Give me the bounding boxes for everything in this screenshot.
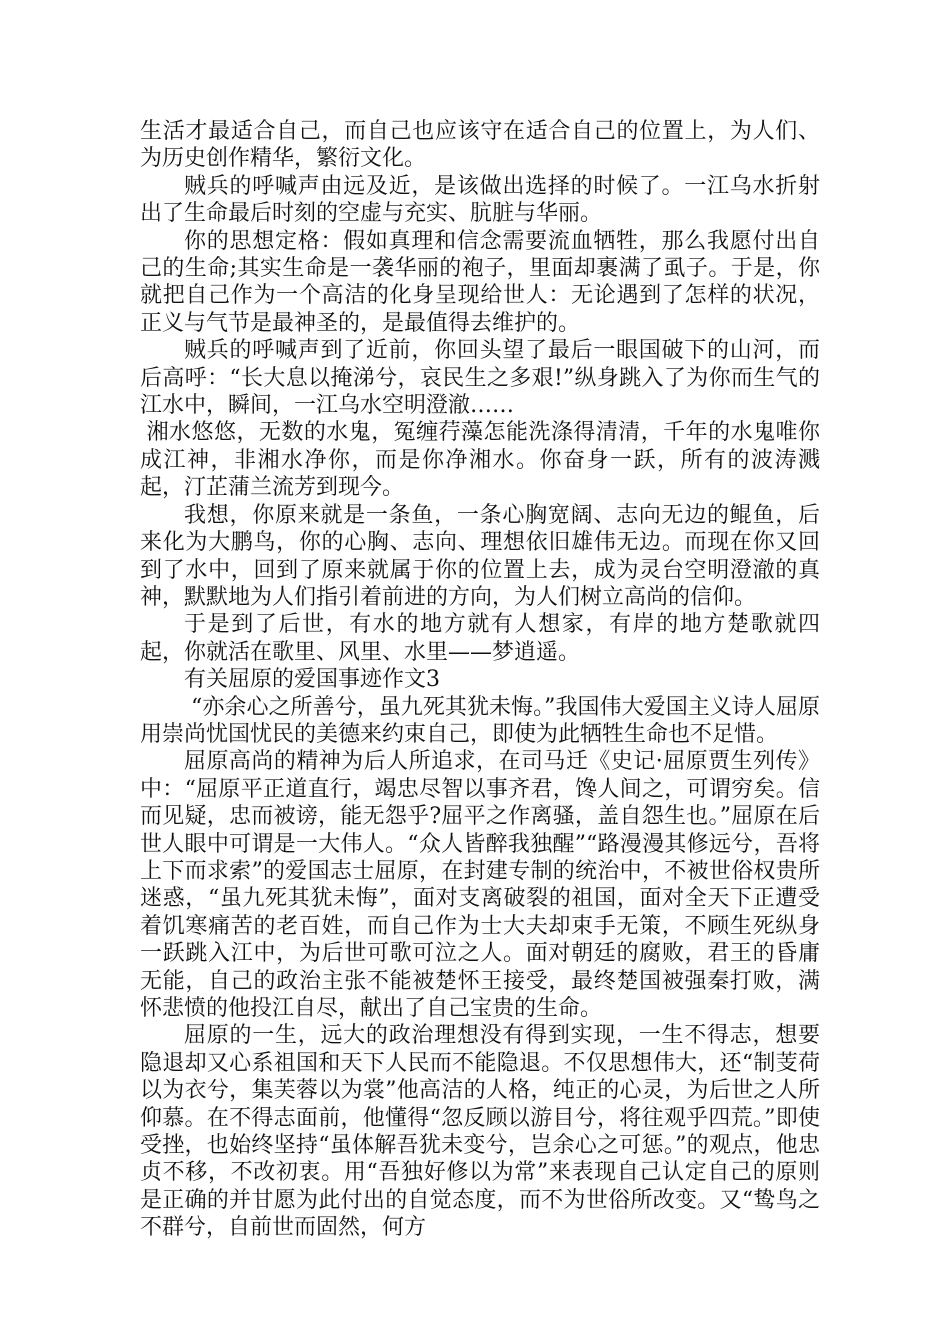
paragraph-4: 贼兵的呼喊声到了近前，你回头望了最后一眼国破下的山河，而后高呼：“长大息以掩涕兮，哀民生之多艰!”纵身跳入了为你而生气的江水中，瞬间，一江乌水空明澄澈……	[140, 338, 820, 419]
document-page	[140, 118, 820, 1242]
paragraph-3: 你的思想定格：假如真理和信念需要流血牺牲，那么我愿付出自己的生命;其实生命是一袭华丽的袍子，里面却裹满了虱子。于是，你就把自己作为一个高洁的化身呈现给世人：无论遇到了怎样的状况，正义与气节是最神圣的，是最值得去维护的。	[140, 228, 820, 336]
paragraph-8: “亦余心之所善兮，虽九死其犹未悔。”我国伟大爱国主义诗人屈原用崇尚忧国忧民的美德来约束自己，即使为此牺牲生命也不足惜。	[140, 694, 820, 747]
paragraph-5: 湘水悠悠，无数的水鬼，冤缠荇藻怎能洗涤得清清，千年的水鬼唯你成江神，非湘水净你，而是你净湘水。你奋身一跃，所有的波涛溅起，汀芷蒲兰流芳到现今。	[140, 420, 820, 501]
paragraph-2: 贼兵的呼喊声由远及近，是该做出选择的时候了。一江乌水折射出了生命最后时刻的空虚与充实、肮脏与华丽。	[140, 173, 820, 227]
paragraph-7: 于是到了后世，有水的地方就有人想家，有岸的地方楚歌就四起，你就活在歌里、风里、水里——梦逍遥。	[140, 612, 820, 665]
paragraph-1: 生活才最适合自己，而自己也应该守在适合自己的位置上，为人们、为历史创作精华，繁衍文化。	[140, 119, 820, 172]
section-heading: 有关屈原的爱国事迹作文3	[184, 667, 440, 693]
paragraph-9: 屈原高尚的精神为后人所追求，在司马迁《史记·屈原贾生列传》中：“屈原平正道直行，竭忠尽智以事齐君，馋人间之，可谓穷矣。信而见疑，忠而被谤，能无怨乎?屈平之作离骚，盖自怨生也。”屈原在后世人眼中可谓是一大伟人。“众人皆醉我独醒”“路漫漫其修远兮，吾将上下而求索”的爱国志士屈原，在封建专制的统治中，不被世俗权贵所迷惑，“虽九死其犹未悔”，面对支离破裂的祖国，面对全天下正遭受着饥寒痛苦的老百姓，而自己作为士大夫却束手无策，不顾生死纵身一跃跳入江中，为后世可歌可泣之人。面对朝廷的腐败，君王的昏庸无能，自己的政治主张不能被楚怀王接受，最终楚国被强秦打败，满怀悲愤的他投江自尽，献出了自己宝贵的生命。	[140, 749, 820, 1021]
paragraph-6: 我想，你原来就是一条鱼，一条心胸宽阔、志向无边的鲲鱼，后来化为大鹏鸟，你的心胸、志向、理想依旧雄伟无边。而现在你又回到了水中，回到了原来就属于你的位置上去，成为灵台空明澄澈的真神，默默地为人们指引着前进的方向，为人们树立高尚的信仰。	[140, 502, 820, 610]
paragraph-10: 屈原的一生，远大的政治理想没有得到实现，一生不得志，想要隐退却又心系祖国和天下人民而不能隐退。不仅思想伟大，还“制芰荷以为衣兮，集芙蓉以为裳”他高洁的人格，纯正的心灵，为后世之人所仰慕。在不得志面前，他懂得“忽反顾以游目兮，将往观乎四荒。”即使受挫，也始终坚持“虽体解吾犹未变兮，岂余心之可惩。”的观点，他忠贞不移，不改初衷。用“吾独好修以为常”来表现自己认定自己的原则是正确的并甘愿为此付出的自觉态度，而不为世俗所改变。又“鸷鸟之不群兮，自前世而固然，何方	[140, 1023, 820, 1241]
